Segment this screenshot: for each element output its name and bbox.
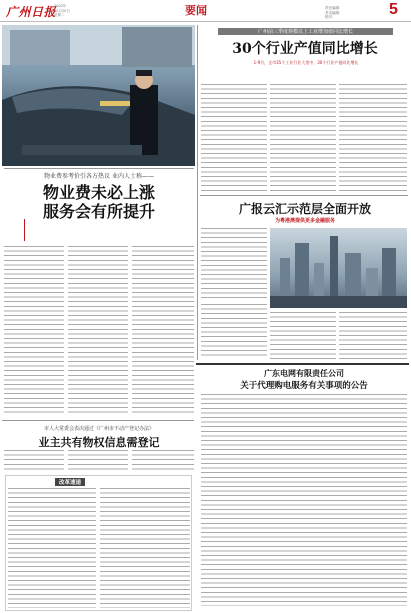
newspaper-logo: 广州日报 bbox=[6, 5, 57, 19]
body-text-column bbox=[4, 246, 64, 416]
section-title: 要闻 bbox=[185, 4, 207, 17]
article-headline: 30个行业产值同比增长 bbox=[232, 41, 378, 57]
exhibition-photo bbox=[270, 228, 407, 308]
body-text-column bbox=[270, 84, 336, 192]
section-divider bbox=[2, 420, 194, 421]
article-subhead: 为粤港澳提供更多金融服务 bbox=[274, 218, 335, 224]
notice-company: 广东电网有限责任公司 bbox=[264, 368, 344, 378]
proofreader-line: 校对： bbox=[325, 15, 336, 19]
body-text-column bbox=[132, 450, 194, 472]
column-divider bbox=[4, 168, 194, 169]
body-text-column bbox=[201, 228, 267, 300]
section-divider bbox=[200, 195, 408, 196]
article-headline: 广报云汇示范层全面开放 bbox=[238, 202, 371, 216]
body-text-column bbox=[201, 84, 267, 192]
article-lead: 1-9月，全市35个工业行业大类中，30个行业产值同比增长 bbox=[253, 60, 359, 65]
body-text-column bbox=[339, 312, 407, 359]
body-text-column bbox=[270, 312, 336, 359]
notice-body-text bbox=[201, 394, 407, 606]
date-year: 2020年 bbox=[54, 4, 67, 8]
article-intro bbox=[24, 219, 184, 241]
photo-scene bbox=[2, 25, 195, 166]
editor-credits bbox=[325, 6, 343, 20]
sidebar-body-text bbox=[8, 488, 96, 608]
article-headline: 物业费未必上涨 bbox=[42, 183, 155, 202]
body-text-column bbox=[132, 246, 194, 416]
date-block bbox=[54, 4, 70, 18]
column-divider bbox=[197, 25, 198, 360]
body-text-column bbox=[201, 304, 267, 359]
sidebar-body-text bbox=[100, 488, 190, 608]
body-text-column bbox=[68, 246, 128, 416]
page-number: 5 bbox=[389, 1, 398, 18]
date-day: 10月20日 bbox=[54, 8, 70, 13]
masthead bbox=[0, 0, 411, 22]
article-headline-line2: 服务会有所提升 bbox=[42, 202, 155, 221]
body-text-column bbox=[339, 84, 407, 192]
city-skyline bbox=[270, 228, 407, 308]
article-topline: 广州前三季度规模以上工业增加值同比增长 bbox=[218, 28, 393, 35]
news-photo bbox=[2, 25, 195, 166]
article-kicker: 市人大常委会表决通过《广州市不动产登记办法》 bbox=[43, 426, 154, 432]
date-weekday: 星期二 bbox=[54, 13, 65, 17]
notice-title: 关于代理购电服务有关事项的公告 bbox=[240, 381, 368, 391]
body-text-column bbox=[68, 450, 128, 472]
editor-line: 责任编辑： bbox=[325, 6, 343, 10]
art-editor-line: 美术编辑： bbox=[325, 10, 343, 15]
article-headline: 业主共有物权信息需登记 bbox=[38, 436, 160, 449]
sidebar-box-title: 改革速递 bbox=[55, 478, 85, 486]
article-kicker: 物业费参考价引各方热议 业内人士称—— bbox=[44, 173, 154, 180]
body-text-column bbox=[4, 450, 64, 472]
